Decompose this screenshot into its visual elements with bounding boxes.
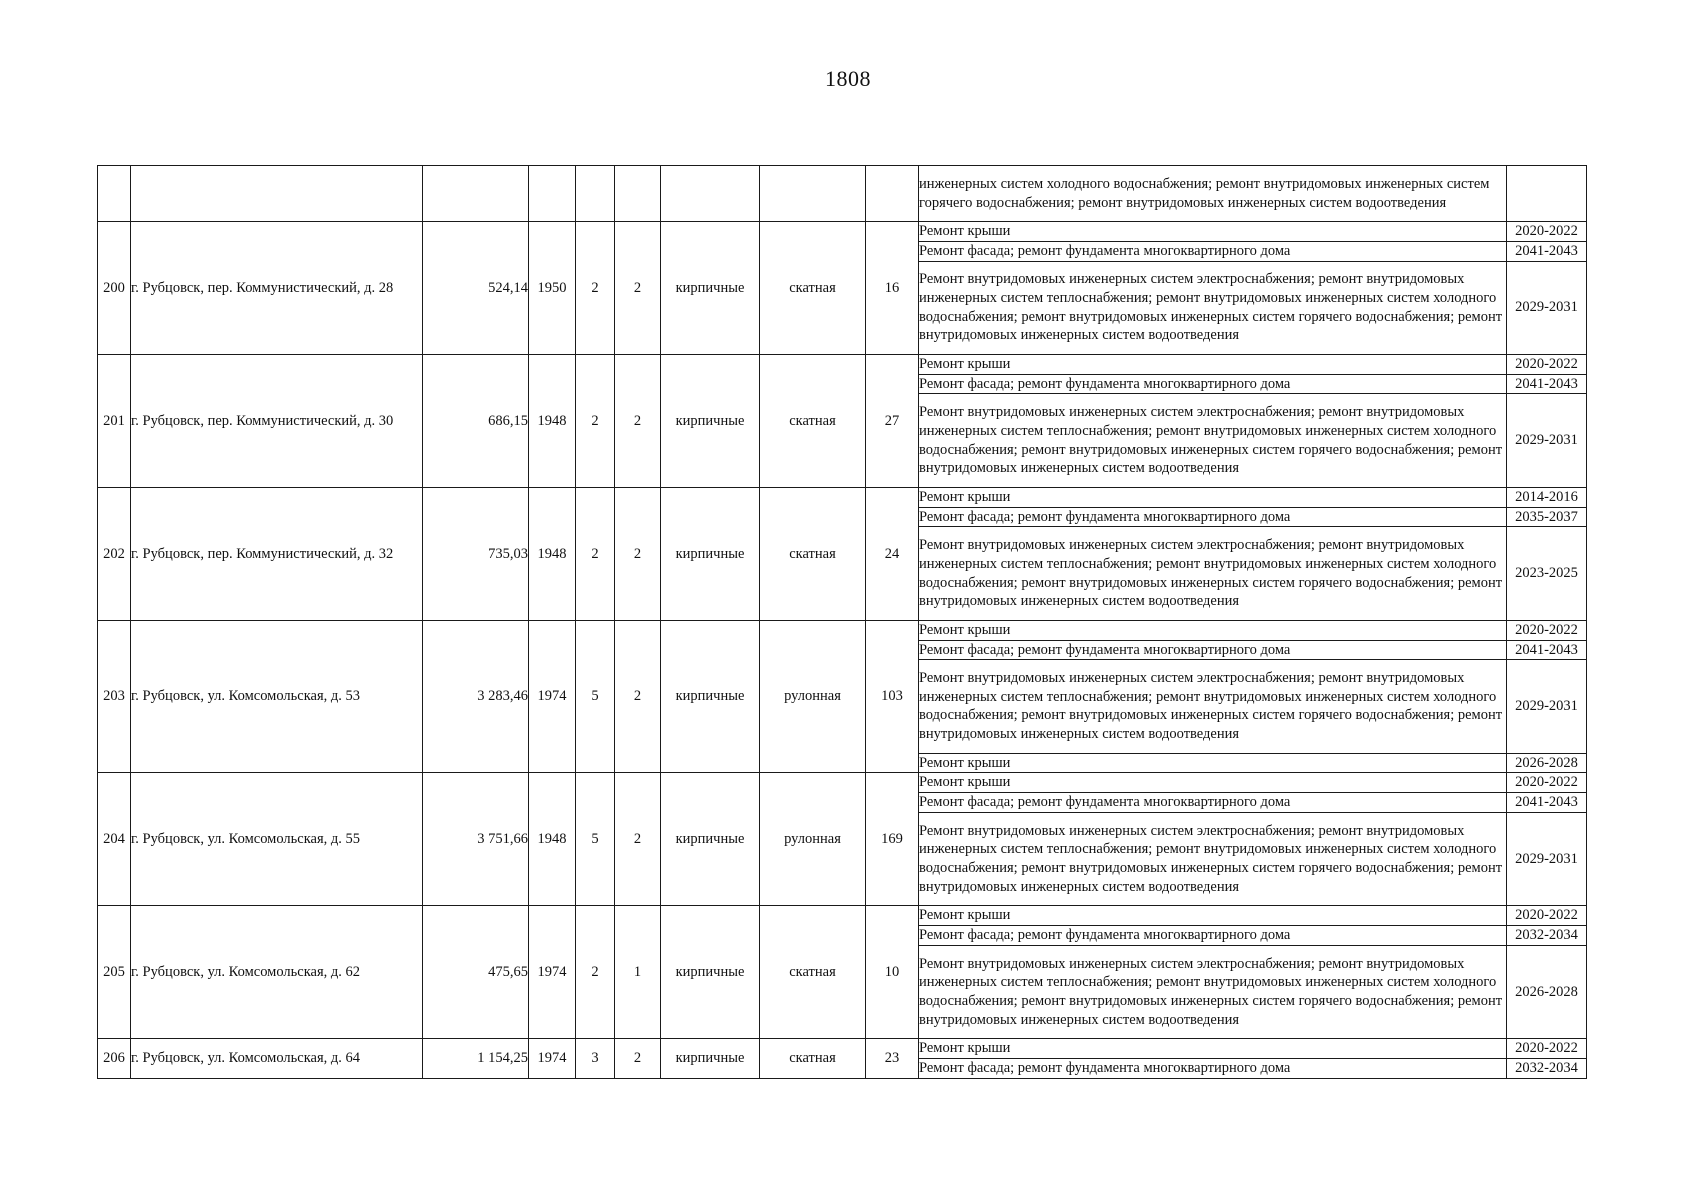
total-area: 735,03 [423,487,529,620]
work-description: Ремонт фасада; ремонт фундамента многоквартирного дома [919,926,1507,946]
table-body [98,166,1587,1079]
total-area: 524,14 [423,222,529,355]
work-period: 2029-2031 [1507,812,1587,906]
work-description: Ремонт крыши [919,355,1507,375]
entrance-count: 2 [615,773,661,906]
work-description: Ремонт внутридомовых инженерных систем электроснабжения; ремонт внутридомовых инженерных систем теплоснабжения; ремонт внутридомовых инженерных систем холодного водоснабжения; ремонт внутридомовых инженерных систем горячего водоснабжения; ремонт внутридомовых инженерных систем водоотведения [919,812,1507,906]
residents-count: 24 [866,487,919,620]
roof-type: скатная [760,1039,866,1078]
residents-count: 103 [866,620,919,773]
house-address: г. Рубцовск, ул. Комсомольская, д. 55 [131,773,423,906]
work-period: 2020-2022 [1507,355,1587,375]
wall-material: кирпичные [661,355,760,488]
roof-type: скатная [760,906,866,1039]
house-address: г. Рубцовск, ул. Комсомольская, д. 53 [131,620,423,773]
work-period: 2041-2043 [1507,241,1587,261]
roof-type: скатная [760,487,866,620]
floor-count: 2 [576,487,615,620]
empty-cell [615,166,661,222]
residents-count: 169 [866,773,919,906]
wall-material: кирпичные [661,222,760,355]
work-description: инженерных систем холодного водоснабжения; ремонт внутридомовых инженерных систем горячего водоснабжения; ремонт внутридомовых инженерных систем водоотведения [919,166,1507,222]
table-row [98,620,1587,640]
work-period: 2032-2034 [1507,926,1587,946]
floor-count: 5 [576,773,615,906]
build-year: 1948 [529,487,576,620]
work-description: Ремонт фасада; ремонт фундамента многоквартирного дома [919,1058,1507,1078]
work-period: 2041-2043 [1507,374,1587,394]
entrance-count: 2 [615,355,661,488]
empty-cell [866,166,919,222]
work-period: 2020-2022 [1507,773,1587,793]
work-description: Ремонт крыши [919,487,1507,507]
row-number: 206 [98,1039,131,1078]
work-period: 2029-2031 [1507,261,1587,355]
work-description: Ремонт фасада; ремонт фундамента многоквартирного дома [919,374,1507,394]
work-description: Ремонт крыши [919,753,1507,773]
house-address: г. Рубцовск, ул. Комсомольская, д. 64 [131,1039,423,1078]
work-period: 2029-2031 [1507,394,1587,488]
build-year: 1974 [529,906,576,1039]
floor-count: 2 [576,906,615,1039]
work-period: 2032-2034 [1507,1058,1587,1078]
entrance-count: 1 [615,906,661,1039]
house-address: г. Рубцовск, ул. Комсомольская, д. 62 [131,906,423,1039]
work-description: Ремонт внутридомовых инженерных систем электроснабжения; ремонт внутридомовых инженерных систем теплоснабжения; ремонт внутридомовых инженерных систем холодного водоснабжения; ремонт внутридомовых инженерных систем горячего водоснабжения; ремонт внутридомовых инженерных систем водоотведения [919,394,1507,488]
house-address: г. Рубцовск, пер. Коммунистический, д. 32 [131,487,423,620]
work-description: Ремонт внутридомовых инженерных систем электроснабжения; ремонт внутридомовых инженерных систем теплоснабжения; ремонт внутридомовых инженерных систем холодного водоснабжения; ремонт внутридомовых инженерных систем горячего водоснабжения; ремонт внутридомовых инженерных систем водоотведения [919,660,1507,754]
work-period: 2029-2031 [1507,660,1587,754]
row-number: 202 [98,487,131,620]
roof-type: скатная [760,222,866,355]
table-row [98,773,1587,793]
row-number: 200 [98,222,131,355]
work-period: 2020-2022 [1507,620,1587,640]
roof-type: рулонная [760,620,866,773]
roof-type: скатная [760,355,866,488]
total-area: 475,65 [423,906,529,1039]
empty-cell [576,166,615,222]
work-period: 2026-2028 [1507,753,1587,773]
work-description: Ремонт крыши [919,222,1507,242]
build-year: 1950 [529,222,576,355]
empty-cell [529,166,576,222]
row-number: 203 [98,620,131,773]
roof-type: рулонная [760,773,866,906]
residents-count: 16 [866,222,919,355]
table-row [98,355,1587,375]
total-area: 1 154,25 [423,1039,529,1078]
table-row [98,222,1587,242]
residents-count: 27 [866,355,919,488]
row-number: 204 [98,773,131,906]
work-period: 2020-2022 [1507,906,1587,926]
work-description: Ремонт крыши [919,773,1507,793]
house-address: г. Рубцовск, пер. Коммунистический, д. 28 [131,222,423,355]
work-description: Ремонт внутридомовых инженерных систем электроснабжения; ремонт внутридомовых инженерных систем теплоснабжения; ремонт внутридомовых инженерных систем холодного водоснабжения; ремонт внутридомовых инженерных систем горячего водоснабжения; ремонт внутридомовых инженерных систем водоотведения [919,945,1507,1039]
total-area: 3 283,46 [423,620,529,773]
wall-material: кирпичные [661,1039,760,1078]
total-area: 3 751,66 [423,773,529,906]
work-period: 2014-2016 [1507,487,1587,507]
repair-program-table [97,165,1587,1079]
floor-count: 5 [576,620,615,773]
house-address: г. Рубцовск, пер. Коммунистический, д. 30 [131,355,423,488]
residents-count: 10 [866,906,919,1039]
floor-count: 2 [576,355,615,488]
work-period: 2020-2022 [1507,222,1587,242]
table-row [98,487,1587,507]
work-description: Ремонт крыши [919,1039,1507,1059]
work-period: 2035-2037 [1507,507,1587,527]
work-description: Ремонт крыши [919,906,1507,926]
entrance-count: 2 [615,1039,661,1078]
empty-cell [423,166,529,222]
row-number: 201 [98,355,131,488]
work-description: Ремонт фасада; ремонт фундамента многоквартирного дома [919,793,1507,813]
work-description: Ремонт внутридомовых инженерных систем электроснабжения; ремонт внутридомовых инженерных систем теплоснабжения; ремонт внутридомовых инженерных систем холодного водоснабжения; ремонт внутридомовых инженерных систем горячего водоснабжения; ремонт внутридомовых инженерных систем водоотведения [919,261,1507,355]
entrance-count: 2 [615,487,661,620]
empty-cell [661,166,760,222]
wall-material: кирпичные [661,773,760,906]
work-description: Ремонт фасада; ремонт фундамента многоквартирного дома [919,241,1507,261]
build-year: 1948 [529,355,576,488]
build-year: 1974 [529,620,576,773]
row-number: 205 [98,906,131,1039]
empty-cell [98,166,131,222]
work-period: 2023-2025 [1507,527,1587,621]
work-period: 2026-2028 [1507,945,1587,1039]
wall-material: кирпичные [661,487,760,620]
table-row-continuation [98,166,1587,222]
build-year: 1948 [529,773,576,906]
floor-count: 3 [576,1039,615,1078]
work-period: 2041-2043 [1507,640,1587,660]
work-period: 2041-2043 [1507,793,1587,813]
wall-material: кирпичные [661,620,760,773]
total-area: 686,15 [423,355,529,488]
work-description: Ремонт внутридомовых инженерных систем электроснабжения; ремонт внутридомовых инженерных систем теплоснабжения; ремонт внутридомовых инженерных систем холодного водоснабжения; ремонт внутридомовых инженерных систем горячего водоснабжения; ремонт внутридомовых инженерных систем водоотведения [919,527,1507,621]
table-row [98,906,1587,926]
entrance-count: 2 [615,620,661,773]
residents-count: 23 [866,1039,919,1078]
wall-material: кирпичные [661,906,760,1039]
floor-count: 2 [576,222,615,355]
work-period: 2020-2022 [1507,1039,1587,1059]
work-period [1507,166,1587,222]
empty-cell [760,166,866,222]
empty-cell [131,166,423,222]
work-description: Ремонт фасада; ремонт фундамента многоквартирного дома [919,640,1507,660]
work-description: Ремонт крыши [919,620,1507,640]
build-year: 1974 [529,1039,576,1078]
entrance-count: 2 [615,222,661,355]
work-description: Ремонт фасада; ремонт фундамента многоквартирного дома [919,507,1507,527]
page-number: 1808 [825,66,871,91]
table-row [98,1039,1587,1059]
